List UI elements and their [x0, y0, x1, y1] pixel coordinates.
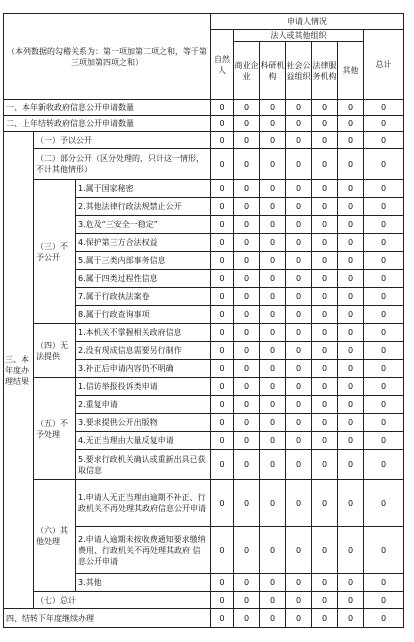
value-cell: 0	[234, 100, 260, 116]
section-results-label: 三、本年度办理结果	[4, 132, 34, 609]
col-public-welfare: 社会公益组织	[286, 42, 312, 100]
legal-persons-orgs-header: 法人或其他组织	[234, 30, 364, 42]
value-cell: 0	[312, 378, 338, 396]
value-cell: 0	[312, 342, 338, 360]
row-label: 1.申请人无正当理由逾期不补正、行政机关不再处理其政府信息公开申请	[76, 480, 211, 527]
col-research: 科研机构	[260, 42, 286, 100]
value-cell: 0	[312, 609, 338, 628]
value-cell: 0	[312, 216, 338, 234]
value-cell: 0	[211, 116, 234, 132]
value-cell: 0	[211, 100, 234, 116]
value-cell: 0	[286, 432, 312, 450]
row-label: 1.属于国家秘密	[76, 180, 211, 198]
value-cell: 0	[286, 234, 312, 252]
value-cell: 0	[286, 342, 312, 360]
value-cell: 0	[286, 609, 312, 628]
value-cell: 0	[338, 574, 364, 592]
value-cell: 0	[338, 450, 364, 480]
value-cell: 0	[211, 414, 234, 432]
value-cell: 0	[234, 216, 260, 234]
value-cell: 0	[211, 149, 234, 180]
value-cell: 0	[338, 270, 364, 288]
value-cell: 0	[260, 480, 286, 527]
value-cell: 0	[338, 132, 364, 149]
row-label: 3.补正后申请内容仍不明确	[76, 360, 211, 378]
value-cell: 0	[234, 360, 260, 378]
value-cell: 0	[312, 100, 338, 116]
value-cell: 0	[260, 180, 286, 198]
value-cell: 0	[364, 234, 404, 252]
row-label: （二）部分公开（区分处理的，只计这一情形，不计其他情形）	[34, 149, 211, 180]
row-label: 2.重复申请	[76, 396, 211, 414]
value-cell: 0	[312, 288, 338, 306]
value-cell: 0	[286, 288, 312, 306]
value-cell: 0	[260, 592, 286, 609]
row-label: 3.其他	[76, 574, 211, 592]
value-cell: 0	[260, 100, 286, 116]
col-other: 其他	[338, 42, 364, 100]
value-cell: 0	[260, 432, 286, 450]
value-cell: 0	[338, 116, 364, 132]
row-not-disclose-item	[4, 180, 404, 198]
value-cell: 0	[364, 360, 404, 378]
value-cell: 0	[211, 198, 234, 216]
value-cell: 0	[364, 396, 404, 414]
value-cell: 0	[338, 360, 364, 378]
value-cell: 0	[312, 198, 338, 216]
value-cell: 0	[234, 609, 260, 628]
value-cell: 0	[211, 480, 234, 527]
row-carry-forward	[4, 609, 404, 628]
value-cell: 0	[286, 527, 312, 574]
value-cell: 0	[338, 234, 364, 252]
value-cell: 0	[312, 396, 338, 414]
value-cell: 0	[312, 306, 338, 324]
value-cell: 0	[338, 149, 364, 180]
value-cell: 0	[286, 198, 312, 216]
value-cell: 0	[234, 149, 260, 180]
value-cell: 0	[234, 432, 260, 450]
value-cell: 0	[286, 592, 312, 609]
value-cell: 0	[286, 116, 312, 132]
value-cell: 0	[338, 306, 364, 324]
value-cell: 0	[312, 132, 338, 149]
value-cell: 0	[338, 288, 364, 306]
value-cell: 0	[260, 252, 286, 270]
row-label: 3.危及“三安全一稳定”	[76, 216, 211, 234]
value-cell: 0	[364, 100, 404, 116]
row-label: 一、本年新收政府信息公开申请数量	[4, 100, 211, 116]
value-cell: 0	[211, 360, 234, 378]
value-cell: 0	[234, 414, 260, 432]
row-label: （一）予以公开	[34, 132, 211, 149]
cannot-provide-group-label: （四）无法提供	[34, 324, 76, 378]
row-label: 5.属于三类内部事务信息	[76, 252, 211, 270]
value-cell: 0	[312, 574, 338, 592]
row-total	[4, 592, 404, 609]
col-legal-service: 法律服务机构	[312, 42, 338, 100]
value-cell: 0	[234, 252, 260, 270]
row-label: 3.要求提供公开出版物	[76, 414, 211, 432]
col-commercial: 商业企业	[234, 42, 260, 100]
row-partial-disclose	[4, 149, 404, 180]
value-cell: 0	[312, 432, 338, 450]
row-label: 4.无正当理由大量反复申请	[76, 432, 211, 450]
value-cell: 0	[211, 132, 234, 149]
value-cell: 0	[211, 342, 234, 360]
value-cell: 0	[364, 342, 404, 360]
value-cell: 0	[364, 592, 404, 609]
col-total: 总计	[364, 30, 404, 100]
value-cell: 0	[260, 198, 286, 216]
value-cell: 0	[260, 574, 286, 592]
value-cell: 0	[260, 450, 286, 480]
row-label: 四、结转下年度继续办理	[4, 609, 211, 628]
col-natural-person: 自然人	[211, 30, 234, 100]
row-label: 2.申请人逾期未按收费通知要求缴纳费用、行政机关不再处理其政府 信息公开申请	[76, 527, 211, 574]
not-disclose-group-label: （三）不予公开	[34, 180, 76, 324]
value-cell: 0	[364, 216, 404, 234]
value-cell: 0	[211, 527, 234, 574]
row-label: 2.其他法律行政法规禁止公开	[76, 198, 211, 216]
value-cell: 0	[312, 527, 338, 574]
value-cell: 0	[260, 270, 286, 288]
value-cell: 0	[211, 609, 234, 628]
row-other-process-item	[4, 480, 404, 527]
value-cell: 0	[260, 414, 286, 432]
value-cell: 0	[364, 252, 404, 270]
value-cell: 0	[260, 306, 286, 324]
value-cell: 0	[312, 414, 338, 432]
value-cell: 0	[312, 360, 338, 378]
value-cell: 0	[364, 132, 404, 149]
value-cell: 0	[286, 378, 312, 396]
row-label: 二、上年结转政府信息公开申请数量	[4, 116, 211, 132]
value-cell: 0	[338, 378, 364, 396]
value-cell: 0	[364, 324, 404, 342]
row-label: 5.要求行政机关确认或重新出具已获取信息	[76, 450, 211, 480]
value-cell: 0	[260, 342, 286, 360]
value-cell: 0	[260, 288, 286, 306]
value-cell: 0	[286, 270, 312, 288]
value-cell: 0	[234, 396, 260, 414]
value-cell: 0	[338, 414, 364, 432]
value-cell: 0	[260, 396, 286, 414]
value-cell: 0	[260, 234, 286, 252]
value-cell: 0	[286, 180, 312, 198]
row-label: 6.属于四类过程性信息	[76, 270, 211, 288]
value-cell: 0	[364, 378, 404, 396]
value-cell: 0	[364, 288, 404, 306]
value-cell: 0	[211, 574, 234, 592]
value-cell: 0	[286, 414, 312, 432]
value-cell: 0	[338, 252, 364, 270]
value-cell: 0	[286, 360, 312, 378]
value-cell: 0	[364, 198, 404, 216]
value-cell: 0	[234, 116, 260, 132]
value-cell: 0	[286, 324, 312, 342]
value-cell: 0	[260, 324, 286, 342]
value-cell: 0	[312, 252, 338, 270]
value-cell: 0	[338, 216, 364, 234]
value-cell: 0	[286, 149, 312, 180]
value-cell: 0	[234, 288, 260, 306]
value-cell: 0	[312, 450, 338, 480]
value-cell: 0	[234, 342, 260, 360]
applicant-situation-header: 申请人情况	[211, 14, 404, 30]
value-cell: 0	[234, 234, 260, 252]
value-cell: 0	[234, 132, 260, 149]
value-cell: 0	[364, 574, 404, 592]
value-cell: 0	[286, 132, 312, 149]
value-cell: 0	[260, 116, 286, 132]
row-label: 7.属于行政执法案卷	[76, 288, 211, 306]
other-process-group-label: （六）其他处理	[34, 480, 76, 592]
value-cell: 0	[364, 450, 404, 480]
value-cell: 0	[338, 180, 364, 198]
value-cell: 0	[312, 116, 338, 132]
value-cell: 0	[234, 450, 260, 480]
value-cell: 0	[234, 378, 260, 396]
value-cell: 0	[286, 100, 312, 116]
value-cell: 0	[211, 234, 234, 252]
value-cell: 0	[338, 100, 364, 116]
value-cell: 0	[260, 132, 286, 149]
value-cell: 0	[260, 216, 286, 234]
value-cell: 0	[260, 527, 286, 574]
value-cell: 0	[286, 252, 312, 270]
value-cell: 0	[211, 306, 234, 324]
value-cell: 0	[364, 149, 404, 180]
value-cell: 0	[312, 592, 338, 609]
header-note: （本列数据的勾稽关系为：第一项加第二项之和，等于第三项加第四项之和）	[4, 14, 211, 100]
row-label: 4.保护第三方合法权益	[76, 234, 211, 252]
value-cell: 0	[312, 324, 338, 342]
value-cell: 0	[364, 116, 404, 132]
value-cell: 0	[234, 574, 260, 592]
value-cell: 0	[312, 149, 338, 180]
value-cell: 0	[338, 592, 364, 609]
value-cell: 0	[312, 270, 338, 288]
value-cell: 0	[286, 216, 312, 234]
value-cell: 0	[338, 480, 364, 527]
value-cell: 0	[211, 378, 234, 396]
not-process-group-label: （五）不予处理	[34, 378, 76, 480]
value-cell: 0	[338, 396, 364, 414]
row-disclose	[4, 132, 404, 149]
value-cell: 0	[338, 324, 364, 342]
value-cell: 0	[234, 270, 260, 288]
value-cell: 0	[234, 592, 260, 609]
row-label: 1.信访举报投诉类申请	[76, 378, 211, 396]
row-label: 8.属于行政查询事项	[76, 306, 211, 324]
value-cell: 0	[286, 450, 312, 480]
value-cell: 0	[211, 450, 234, 480]
row-new-applications	[4, 100, 404, 116]
value-cell: 0	[211, 324, 234, 342]
value-cell: 0	[338, 342, 364, 360]
value-cell: 0	[234, 198, 260, 216]
row-not-process-item	[4, 378, 404, 396]
row-cannot-provide-item	[4, 324, 404, 342]
value-cell: 0	[260, 360, 286, 378]
row-label: 1.本机关不掌握相关政府信息	[76, 324, 211, 342]
applications-table	[3, 13, 404, 628]
value-cell: 0	[312, 480, 338, 527]
disclosure-statistics-sheet	[3, 13, 404, 628]
value-cell: 0	[211, 270, 234, 288]
value-cell: 0	[260, 149, 286, 180]
value-cell: 0	[234, 324, 260, 342]
value-cell: 0	[211, 180, 234, 198]
value-cell: 0	[364, 609, 404, 628]
value-cell: 0	[364, 306, 404, 324]
value-cell: 0	[364, 432, 404, 450]
value-cell: 0	[338, 609, 364, 628]
row-carried-over	[4, 116, 404, 132]
value-cell: 0	[260, 378, 286, 396]
value-cell: 0	[364, 527, 404, 574]
value-cell: 0	[211, 216, 234, 234]
value-cell: 0	[312, 180, 338, 198]
value-cell: 0	[234, 306, 260, 324]
value-cell: 0	[234, 180, 260, 198]
value-cell: 0	[286, 396, 312, 414]
value-cell: 0	[211, 396, 234, 414]
value-cell: 0	[211, 252, 234, 270]
value-cell: 0	[286, 574, 312, 592]
value-cell: 0	[364, 480, 404, 527]
value-cell: 0	[312, 234, 338, 252]
value-cell: 0	[364, 270, 404, 288]
value-cell: 0	[260, 609, 286, 628]
value-cell: 0	[338, 198, 364, 216]
value-cell: 0	[338, 432, 364, 450]
value-cell: 0	[211, 432, 234, 450]
value-cell: 0	[211, 592, 234, 609]
value-cell: 0	[338, 527, 364, 574]
row-label: （七）总计	[34, 592, 211, 609]
value-cell: 0	[234, 527, 260, 574]
value-cell: 0	[286, 480, 312, 527]
value-cell: 0	[234, 480, 260, 527]
value-cell: 0	[211, 288, 234, 306]
value-cell: 0	[286, 306, 312, 324]
value-cell: 0	[364, 180, 404, 198]
value-cell: 0	[364, 414, 404, 432]
row-label: 2.没有现成信息需要另行制作	[76, 342, 211, 360]
header-row-applicant	[4, 14, 404, 30]
